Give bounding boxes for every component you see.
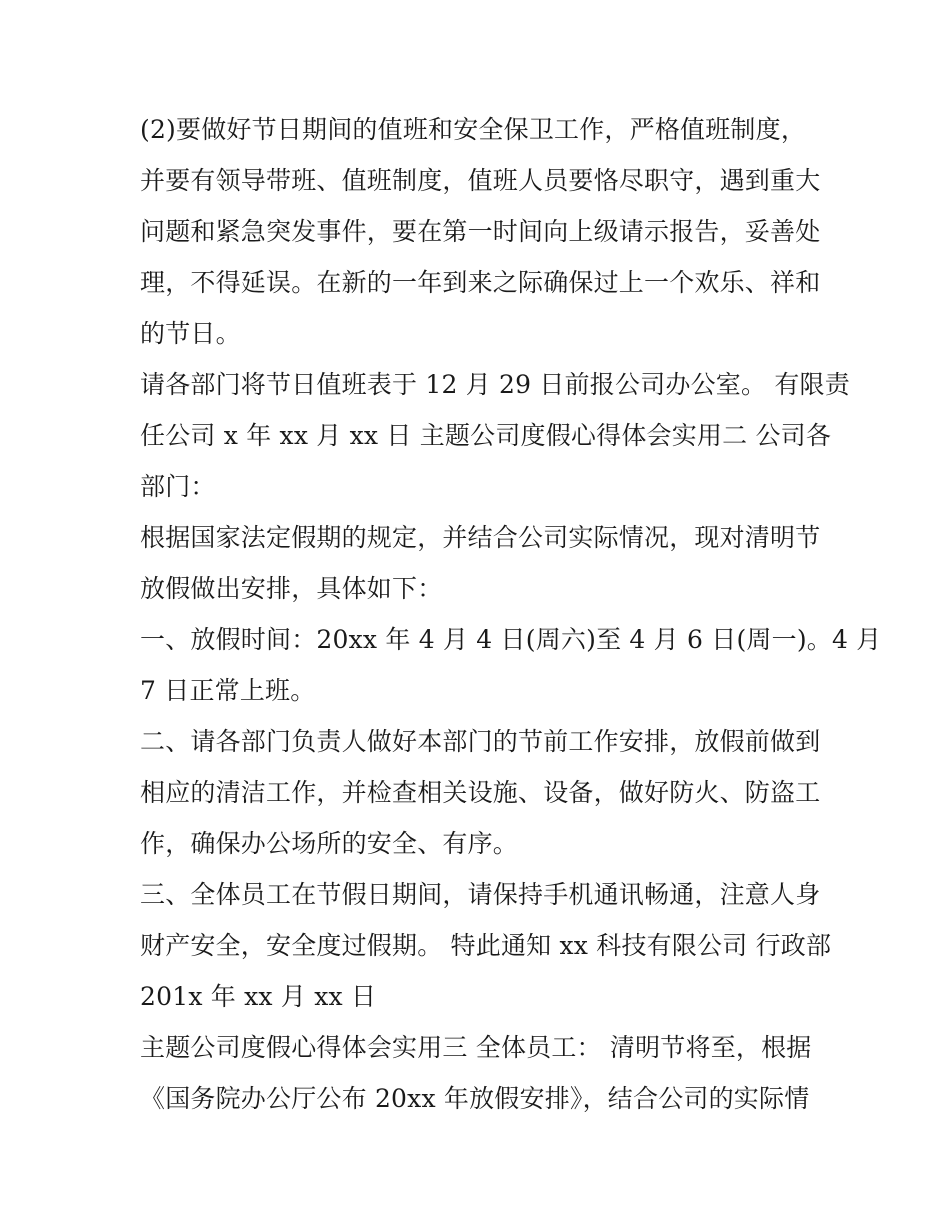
text-line: 二、请各部门负责人做好本部门的节前工作安排，放假前做到 xyxy=(140,727,821,756)
text-line: 三、全体员工在节假日期间，请保持手机通讯畅通，注意人身 xyxy=(140,880,821,909)
text-line: 作，确保办公场所的安全、有序。 xyxy=(140,829,519,858)
text-line: 一、放假时间：20xx 年 4 月 4 日(周六)至 4 月 6 日(周一)。4 月 xyxy=(140,625,882,654)
text-line: 相应的清洁工作，并检查相关设施、设备，做好防火、防盗工 xyxy=(140,778,821,807)
text-line: 理，不得延误。在新的一年到来之际确保过上一个欢乐、祥和 xyxy=(140,268,821,297)
text-line: 主题公司度假心得体会实用三 全体员工： 清明节将至，根据 xyxy=(140,1033,812,1062)
document-body xyxy=(140,104,882,1124)
text-line: 问题和紧急突发事件，要在第一时间向上级请示报告，妥善处 xyxy=(140,217,821,246)
text-line: 放假做出安排，具体如下： xyxy=(140,574,443,603)
text-line: 的节日。 xyxy=(140,319,241,348)
text-line: 财产安全，安全度过假期。 特此通知 xx 科技有限公司 行政部 xyxy=(140,931,832,960)
text-line: 7 日正常上班。 xyxy=(140,676,316,705)
text-line: (2)要做好节日期间的值班和安全保卫工作，严格值班制度， xyxy=(140,115,807,144)
text-line: 《国务院办公厅公布 20xx 年放假安排》，结合公司的实际情 xyxy=(140,1084,810,1113)
text-line: 根据国家法定假期的规定，并结合公司实际情况，现对清明节 xyxy=(140,523,821,552)
text-line: 部门： xyxy=(140,472,216,501)
text-line: 并要有领导带班、值班制度，值班人员要恪尽职守，遇到重大 xyxy=(140,166,821,195)
text-line: 任公司 x 年 xx 月 xx 日 主题公司度假心得体会实用二 公司各 xyxy=(140,421,832,450)
text-line: 请各部门将节日值班表于 12 月 29 日前报公司办公室。 有限责 xyxy=(140,370,850,399)
text-line: 201x 年 xx 月 xx 日 xyxy=(140,982,377,1011)
